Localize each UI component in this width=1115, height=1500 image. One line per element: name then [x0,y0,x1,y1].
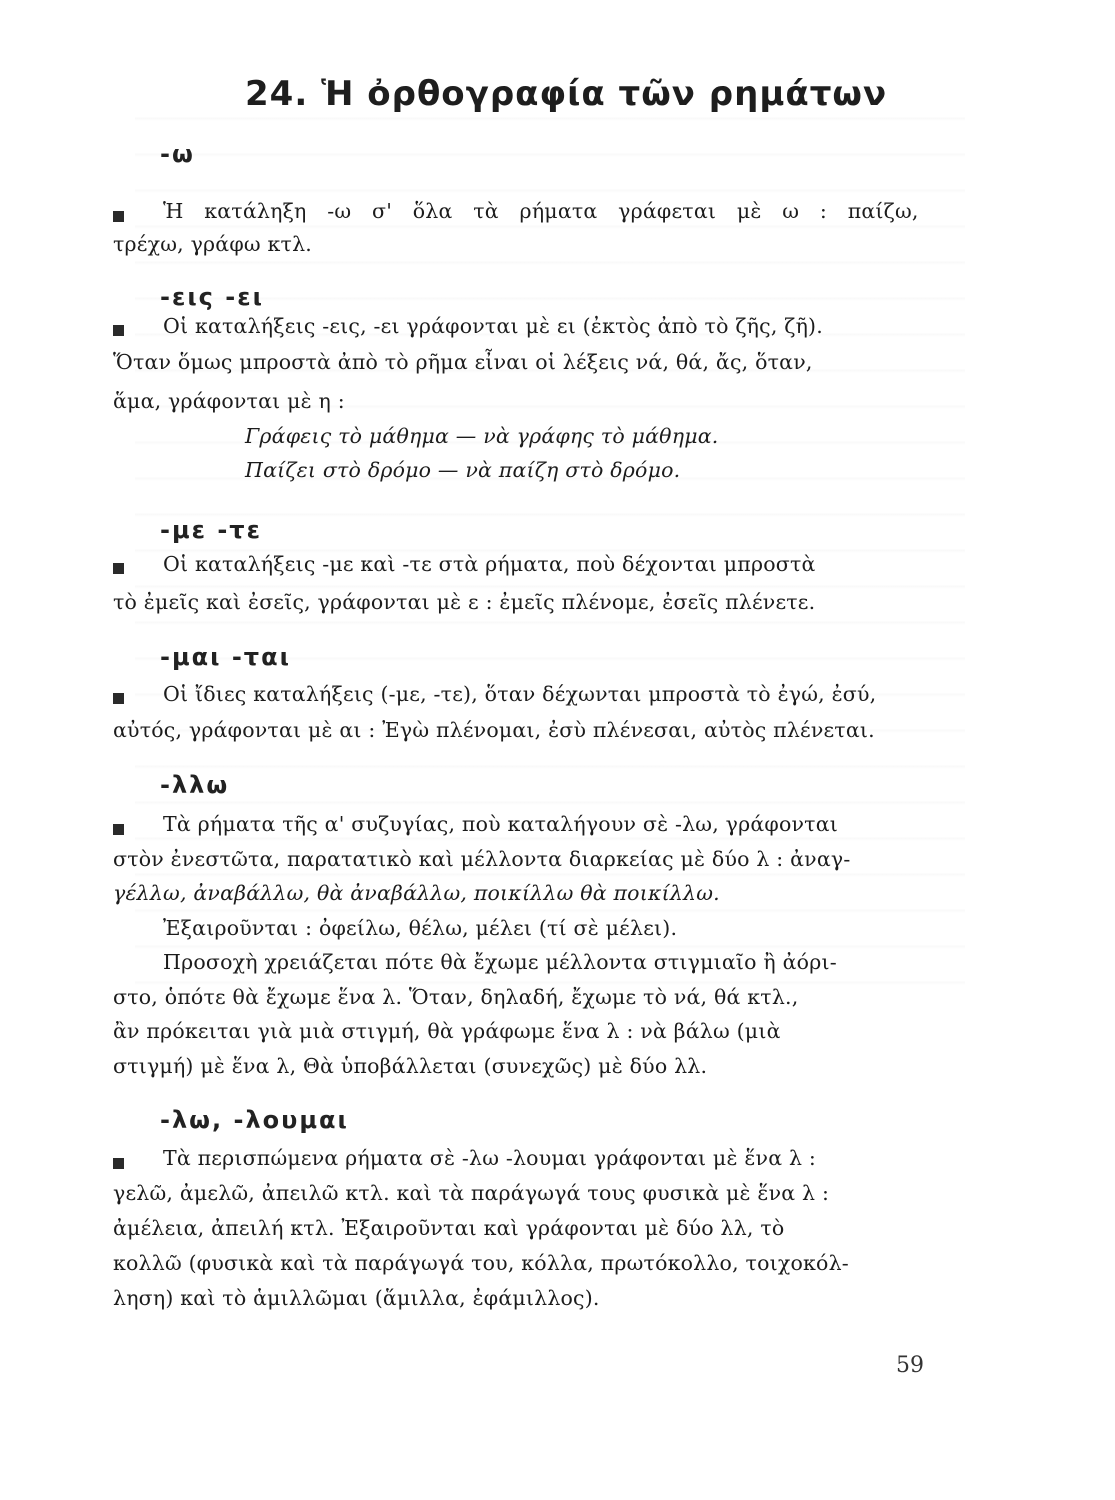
text-line: γέλλω, ἀναβάλλω, θὰ ἀναβάλλω, ποικίλλω θὰ ποικίλλω. [113,881,720,905]
example-line: Γράφεις τὸ μάθημα — νὰ γράφης τὸ μάθημα. [245,424,719,448]
text-line: Οἱ καταλήξεις -εις, -ει γράφονται μὲ ει (ἐκτὸς ἀπὸ τὸ ζῆς, ζῆ). [163,314,823,338]
section-heading-lo-loumai: -λω, -λουμαι [160,1106,349,1134]
bullet-icon [113,1158,124,1169]
section-heading-llo: -λλω [160,771,230,799]
section-heading-eis: -εις -ει [160,283,264,311]
text-line: Τὰ περισπώμενα ρήματα σὲ -λω -λουμαι γράφονται μὲ ἕνα λ : [163,1146,816,1170]
section-heading-me-te: -με -τε [160,516,262,544]
text-line: Προσοχὴ χρειάζεται πότε θὰ ἔχωμε μέλλοντα στιγμιαῖο ἢ ἀόρι- [163,950,837,974]
text-line: κολλῶ (φυσικὰ καὶ τὰ παράγωγά του, κόλλα, πρωτόκολλο, τοιχοκόλ- [113,1251,849,1275]
text-line: Ἡ κατάληξη -ω σ' ὅλα τὰ ρήματα γράφεται μὲ ω : παίζω, [163,199,919,223]
text-line: αὐτός, γράφονται μὲ αι : Ἐγὼ πλένομαι, ἐσὺ πλένεσαι, αὐτὸς πλένεται. [113,718,875,742]
text-line: Οἱ ἴδιες καταλήξεις (-με, -τε), ὅταν δέχωνται μπροστὰ τὸ ἐγώ, ἐσύ, [163,682,877,706]
section-heading-mai-tai: -μαι -ται [160,643,291,671]
bullet-icon [113,693,124,704]
text-line: τρέχω, γράφω κτλ. [113,232,312,256]
page-number: 59 [896,1353,924,1378]
text-line: ἂν πρόκειται γιὰ μιὰ στιγμή, θὰ γράφωμε ἕνα λ : νὰ βάλω (μιὰ [113,1019,781,1043]
text-line: ἅμα, γράφονται μὲ η : [113,389,345,413]
bullet-icon [113,824,124,835]
page-title: 24. Ἡ ὀρθογραφία τῶν ρημάτων [245,74,888,114]
bullet-icon [113,211,124,222]
section-heading-w: -ω [160,140,195,168]
bullet-icon [113,563,124,574]
text-line: Τὰ ρήματα τῆς α' συζυγίας, ποὺ καταλήγουν σὲ -λω, γράφονται [163,812,838,836]
text-line: στιγμή) μὲ ἕνα λ, Θὰ ὑποβάλλεται (συνεχῶς) μὲ δύο λλ. [113,1054,708,1078]
text-line: στο, ὁπότε θὰ ἔχωμε ἕνα λ. Ὅταν, δηλαδή, ἔχωμε τὸ νά, θά κτλ., [113,985,799,1009]
text-line: Ἐξαιροῦνται : ὀφείλω, θέλω, μέλει (τί σὲ μέλει). [163,916,678,940]
text-line: Ὅταν ὅμως μπροστὰ ἀπὸ τὸ ρῆμα εἶναι οἱ λέξεις νά, θά, ἄς, ὅταν, [113,350,813,374]
text-line: ληση) καὶ τὸ ἁμιλλῶμαι (ἅμιλλα, ἐφάμιλλος). [113,1286,600,1310]
example-line: Παίζει στὸ δρόμο — νὰ παίζη στὸ δρόμο. [245,458,681,482]
text-line: γελῶ, ἀμελῶ, ἀπειλῶ κτλ. καὶ τὰ παράγωγά τους φυσικὰ μὲ ἕνα λ : [113,1181,830,1205]
text-line: στὸν ἐνεστῶτα, παρατατικὸ καὶ μέλλοντα διαρκείας μὲ δύο λ : ἀναγ- [113,847,851,871]
text-line: Οἱ καταλήξεις -με καὶ -τε στὰ ρήματα, ποὺ δέχονται μπροστὰ [163,552,816,576]
text-line: ἀμέλεια, ἀπειλή κτλ. Ἐξαιροῦνται καὶ γράφονται μὲ δύο λλ, τὸ [113,1216,785,1240]
text-line: τὸ ἐμεῖς καὶ ἐσεῖς, γράφονται μὲ ε : ἐμεῖς πλένομε, ἐσεῖς πλένετε. [113,590,816,614]
bullet-icon [113,325,124,336]
